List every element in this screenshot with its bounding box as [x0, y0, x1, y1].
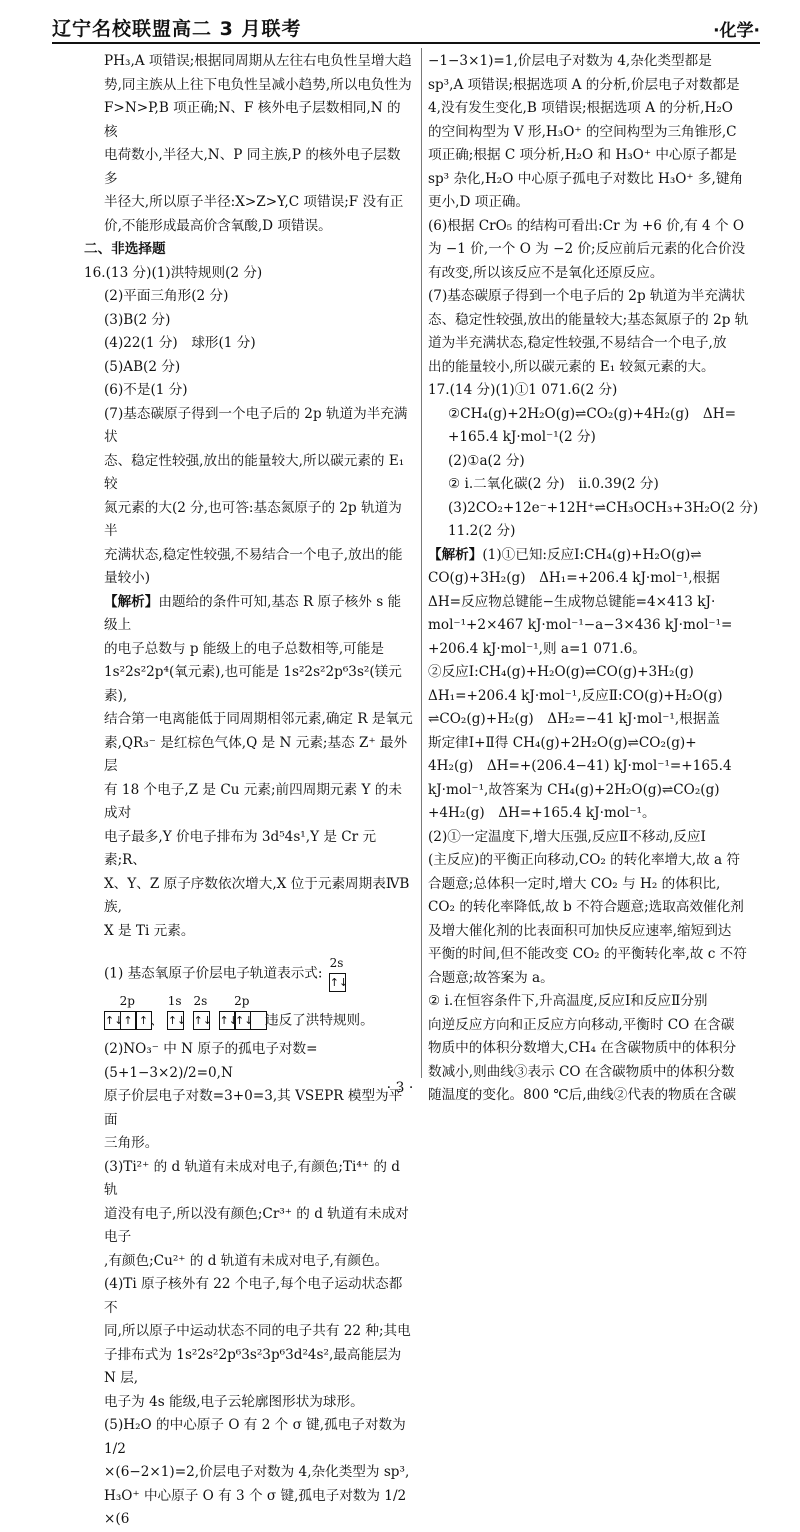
- answer-17: [428, 379, 766, 544]
- text-line: F>N>P,B 项正确;N、F 核外电子层数相同,N 的核: [104, 100, 401, 140]
- text-line: 势,同主族从上往下电负性呈减小趋势,所以电负性为: [104, 76, 412, 93]
- text-line: (2)NO₃⁻ 中 N 原子的孤电子对数=(5+1−3×2)/2=0,N: [104, 1041, 318, 1081]
- text-line: 充满状态,稳定性较强,不易结合一个电子,放出的能: [104, 546, 403, 563]
- text-line: 态、稳定性较强,放出的能量较大,所以碳元素的 E₁ 较: [104, 452, 405, 492]
- text-line: 更小,D 项正确。: [428, 194, 530, 210]
- text-line: 有 18 个电子,Z 是 Cu 元素;前四周期元素 Y 的未成对: [104, 781, 402, 821]
- orbital-label: 2s: [193, 993, 208, 1008]
- text-line: (2)①a(2 分): [448, 452, 525, 469]
- text-line: 态、稳定性较强,放出的能量较大;基态氮原子的 2p 轨: [428, 311, 749, 328]
- text-line: 原子价层电子对数=3+0=3,其 VSEPR 模型为平面: [104, 1088, 403, 1128]
- answer-15-tail: [84, 50, 414, 262]
- orbital-label: 2p: [234, 993, 250, 1008]
- text-line: +165.4 kJ·mol⁻¹(2 分): [448, 429, 596, 445]
- orbital-box: ↑↓: [167, 1011, 184, 1030]
- text-line: ,有颜色;Cu²⁺ 的 d 轨道有未成对电子,有颜色。: [104, 1252, 389, 1269]
- text-line: 电子为 4s 能级,电子云轮廓图形状为球形。: [104, 1393, 364, 1410]
- exam-title: 辽宁名校联盟高二 3 月联考: [52, 18, 302, 40]
- text-span: (1) 基态氧原子价层电子轨道表示式:: [104, 965, 323, 982]
- analysis-16: [84, 591, 414, 1532]
- text-line: ②CH₄(g)+2H₂O(g)⇌CO₂(g)+4H₂(g) ΔH=: [448, 405, 736, 422]
- text-line: 价,不能形成最高价含氧酸,D 项错误。: [104, 217, 332, 234]
- text-line: X、Y、Z 原子序数依次增大,X 位于元素周期表ⅣB 族,: [104, 875, 410, 915]
- text-span: (1)①已知:反应Ⅰ:CH₄(g)+H₂O(g)⇌: [482, 546, 702, 563]
- orbital-diagram-row: 2p ↑↓↑ ↑ 、 1s ↑↓ 2s ↑↓ 2p ↑↓↑↓ 违反了洪特规则。: [104, 1009, 414, 1033]
- text-line: 道为半充满状态,稳定性较强,不易结合一个电子,放: [428, 335, 727, 351]
- page-header: [52, 8, 760, 44]
- section-heading: 二、非选择题: [84, 241, 166, 257]
- page-number: · 3 ·: [386, 1080, 414, 1096]
- text-line: (6)根据 CrO₅ 的结构可看出:Cr 为 +6 价,有 4 个 O: [428, 217, 745, 234]
- text-line: ⇌CO₂(g)+H₂(g) ΔH₂=−41 kJ·mol⁻¹,根据盖: [428, 711, 720, 727]
- text-line: (4)22(1 分) 球形(1 分): [104, 335, 256, 351]
- text-line: (7)基态碳原子得到一个电子后的 2p 轨道为半充满状: [104, 405, 408, 445]
- orbital-2s-correct: [329, 956, 349, 995]
- text-line: 项正确;根据 C 项分析,H₂O 和 H₃O⁺ 中心原子都是: [428, 147, 737, 163]
- text-line: 随温度的变化。800 ℃后,曲线②代表的物质在含碳: [428, 1087, 737, 1103]
- text-line: (5)H₂O 的中心原子 O 有 2 个 σ 键,孤电子对数为 1/2: [104, 1417, 406, 1457]
- question-number: 16.(13 分)(1)洪特规则(2 分): [84, 264, 263, 281]
- text-line: (3)2CO₂+12e⁻+12H⁺⇌CH₃OCH₃+3H₂O(2 分): [448, 499, 759, 516]
- text-line: 4,没有发生变化,B 项错误;根据选项 A 的分析,H₂O: [428, 100, 733, 116]
- column-divider: [421, 48, 422, 1078]
- text-line: 4H₂(g) ΔH=+(206.4−41) kJ·mol⁻¹=+165.4: [428, 758, 732, 774]
- orbital-2s: [193, 993, 213, 1033]
- orbital-box: ↑↓: [329, 973, 346, 992]
- text-line: [104, 591, 414, 638]
- text-line: ΔH=反应物总键能−生成物总键能=4×413 kJ·: [428, 593, 716, 610]
- right-column: [428, 50, 766, 1108]
- text-line: (5)AB(2 分): [104, 358, 181, 375]
- text-line: 平衡的时间,但不能改变 CO₂ 的平衡转化率,故 c 不符: [428, 946, 747, 962]
- text-line: 子排布式为 1s²2s²2p⁶3s²3p⁶3d²4s²,最高能层为 N 层,: [104, 1346, 402, 1387]
- text-span: 违反了洪特规则。: [265, 1011, 374, 1028]
- orbital-box: ↑↓: [219, 1011, 236, 1030]
- analysis-tag: 【解析】: [428, 546, 483, 563]
- text-line: H₃O⁺ 中心原子 O 有 3 个 σ 键,孤电子对数为 1/2 ×(6: [104, 1487, 407, 1528]
- text-line: ×(6−2×1)=2,价层电子对数为 4,杂化类型为 sp³,: [104, 1464, 410, 1481]
- text-line: PH₃,A 项错误;根据同周期从左往右电负性呈增大趋: [104, 53, 412, 69]
- text-line: CO₂ 的转化率降低,故 b 不符合题意;选取高效催化剂: [428, 899, 744, 915]
- text-line: 的电子总数与 p 能级上的电子总数相等,可能是: [104, 640, 384, 657]
- text-line: sp³,A 项错误;根据选项 A 的分析,价层电子对数都是: [428, 76, 740, 93]
- text-line: (3)B(2 分): [104, 311, 171, 328]
- text-line: ②反应Ⅰ:CH₄(g)+H₂O(g)⇌CO(g)+3H₂(g): [428, 664, 694, 680]
- orbital-box: [250, 1011, 267, 1030]
- question-number: 17.(14 分)(1)①1 071.6(2 分): [428, 382, 618, 398]
- text-line: 合题意;故答案为 a。: [428, 969, 554, 986]
- orbital-label: 2s: [329, 956, 344, 970]
- text-line: (4)Ti 原子核外有 22 个电子,每个电子运动状态都不: [104, 1276, 403, 1316]
- text-line: 有改变,所以该反应不是氧化还原反应。: [428, 264, 664, 281]
- text-line: (7)基态碳原子得到一个电子后的 2p 轨道为半充满状: [428, 288, 746, 304]
- text-line: 三角形。: [104, 1135, 159, 1152]
- text-line: sp³ 杂化,H₂O 中心原子孤电子对数比 H₃O⁺ 多,键角: [428, 170, 744, 187]
- text-line: (6)不是(1 分): [104, 382, 188, 398]
- orbital-1s: [167, 993, 187, 1033]
- text-line: 量较小): [104, 570, 151, 586]
- text-line: 斯定律Ⅰ+Ⅱ得 CH₄(g)+2H₂O(g)⇌CO₂(g)+: [428, 734, 697, 751]
- text-line: (主反应)的平衡正向移动,CO₂ 的转化率增大,故 a 符: [428, 852, 740, 868]
- text-line: ② ⅰ.二氧化碳(2 分) ⅱ.0.39(2 分): [448, 476, 659, 492]
- text-line: 物质中的体积分数增大,CH₄ 在含碳物质中的体积分: [428, 1040, 737, 1056]
- text-line: +4H₂(g) ΔH=+165.4 kJ·mol⁻¹。: [428, 805, 656, 821]
- text-line: 为 −1 价,一个 O 为 −2 价;反应前后元素的化合价没: [428, 241, 746, 257]
- orbital-2p-b: [219, 993, 266, 1033]
- text-line: CO(g)+3H₂(g) ΔH₁=+206.4 kJ·mol⁻¹,根据: [428, 570, 720, 586]
- text-line: 半径大,所以原子半径:X>Z>Y,C 项错误;F 没有正: [104, 194, 404, 210]
- orbital-box: ↑↓: [104, 1011, 121, 1030]
- text-line: 1s²2s²2p⁴(氧元素),也可能是 1s²2s²2p⁶3s²(镁元素),: [104, 664, 402, 704]
- text-line: 同,所以原子中运动状态不同的电子共有 22 种;其电: [104, 1323, 411, 1340]
- text-line: 及增大催化剂的比表面积可加快反应速率,缩短到达: [428, 922, 732, 939]
- orbital-box: ↑↓: [193, 1011, 210, 1030]
- text-span: 由题给的条件可知,基态 R 原子核外 s 能级上: [104, 593, 402, 633]
- text-line: 合题意;总体积一定时,增大 CO₂ 与 H₂ 的体积比,: [428, 875, 721, 892]
- text-line: 出的能量较小,所以碳元素的 E₁ 较氮元素的大。: [428, 358, 715, 375]
- orbital-box: ↑: [135, 1011, 152, 1030]
- text-line: (2)①一定温度下,增大压强,反应Ⅱ不移动,反应Ⅰ: [428, 828, 706, 845]
- left-column: [84, 50, 414, 1532]
- subject-label: ·化学·: [713, 21, 760, 41]
- text-line: 电荷数小,半径大,N、P 同主族,P 的核外电子层数多: [104, 147, 401, 187]
- text-line: −1−3×1)=1,价层电子对数为 4,杂化类型都是: [428, 53, 712, 69]
- text-line: 的空间构型为 V 形,H₃O⁺ 的空间构型为三角锥形,C: [428, 123, 737, 140]
- text-line: ② ⅰ.在恒容条件下,升高温度,反应Ⅰ和反应Ⅱ分别: [428, 993, 708, 1009]
- text-line: 电子最多,Y 价电子排布为 3d⁵4s¹,Y 是 Cr 元素;R、: [104, 828, 377, 868]
- text-line: mol⁻¹+2×467 kJ·mol⁻¹−a−3×436 kJ·mol⁻¹=: [428, 617, 733, 633]
- text-line: [428, 544, 766, 568]
- orbital-label: 2p: [119, 993, 135, 1008]
- text-line: 氮元素的大(2 分,也可答:基态氮原子的 2p 轨道为半: [104, 499, 402, 539]
- text-line: +206.4 kJ·mol⁻¹,则 a=1 071.6。: [428, 640, 646, 657]
- text-line: [104, 953, 414, 995]
- text-line: X 是 Ti 元素。: [104, 922, 195, 939]
- text-line: (2)平面三角形(2 分): [104, 288, 229, 304]
- orbital-box: ↑: [120, 1011, 137, 1030]
- orbital-label: 1s: [167, 993, 182, 1008]
- text-line: 素,QR₃⁻ 是红棕色气体,Q 是 N 元素;基态 Z⁺ 最外层: [104, 734, 408, 774]
- text-line: kJ·mol⁻¹,故答案为 CH₄(g)+2H₂O(g)⇌CO₂(g): [428, 781, 720, 798]
- text-line: 结合第一电离能低于同周期相邻元素,确定 R 是氧元: [104, 711, 413, 727]
- text-line: 数减小,则曲线③表示 CO 在含碳物质中的体积分数: [428, 1063, 735, 1080]
- text-line: 道没有电子,所以没有颜色;Cr³⁺ 的 d 轨道有未成对电子: [104, 1205, 409, 1246]
- orbital-box: ↑↓: [234, 1011, 251, 1030]
- analysis-tag: 【解析】: [104, 593, 159, 610]
- text-line: (3)Ti²⁺ 的 d 轨道有未成对电子,有颜色;Ti⁴⁺ 的 d 轨: [104, 1158, 400, 1199]
- answer-16: [84, 262, 414, 591]
- text-line: 向逆反应方向和正反应方向移动,平衡时 CO 在含碳: [428, 1016, 735, 1033]
- text-line: ΔH₁=+206.4 kJ·mol⁻¹,反应Ⅱ:CO(g)+H₂O(g): [428, 687, 723, 704]
- text-line: 11.2(2 分): [448, 523, 516, 539]
- orbital-2p-a: [104, 993, 151, 1033]
